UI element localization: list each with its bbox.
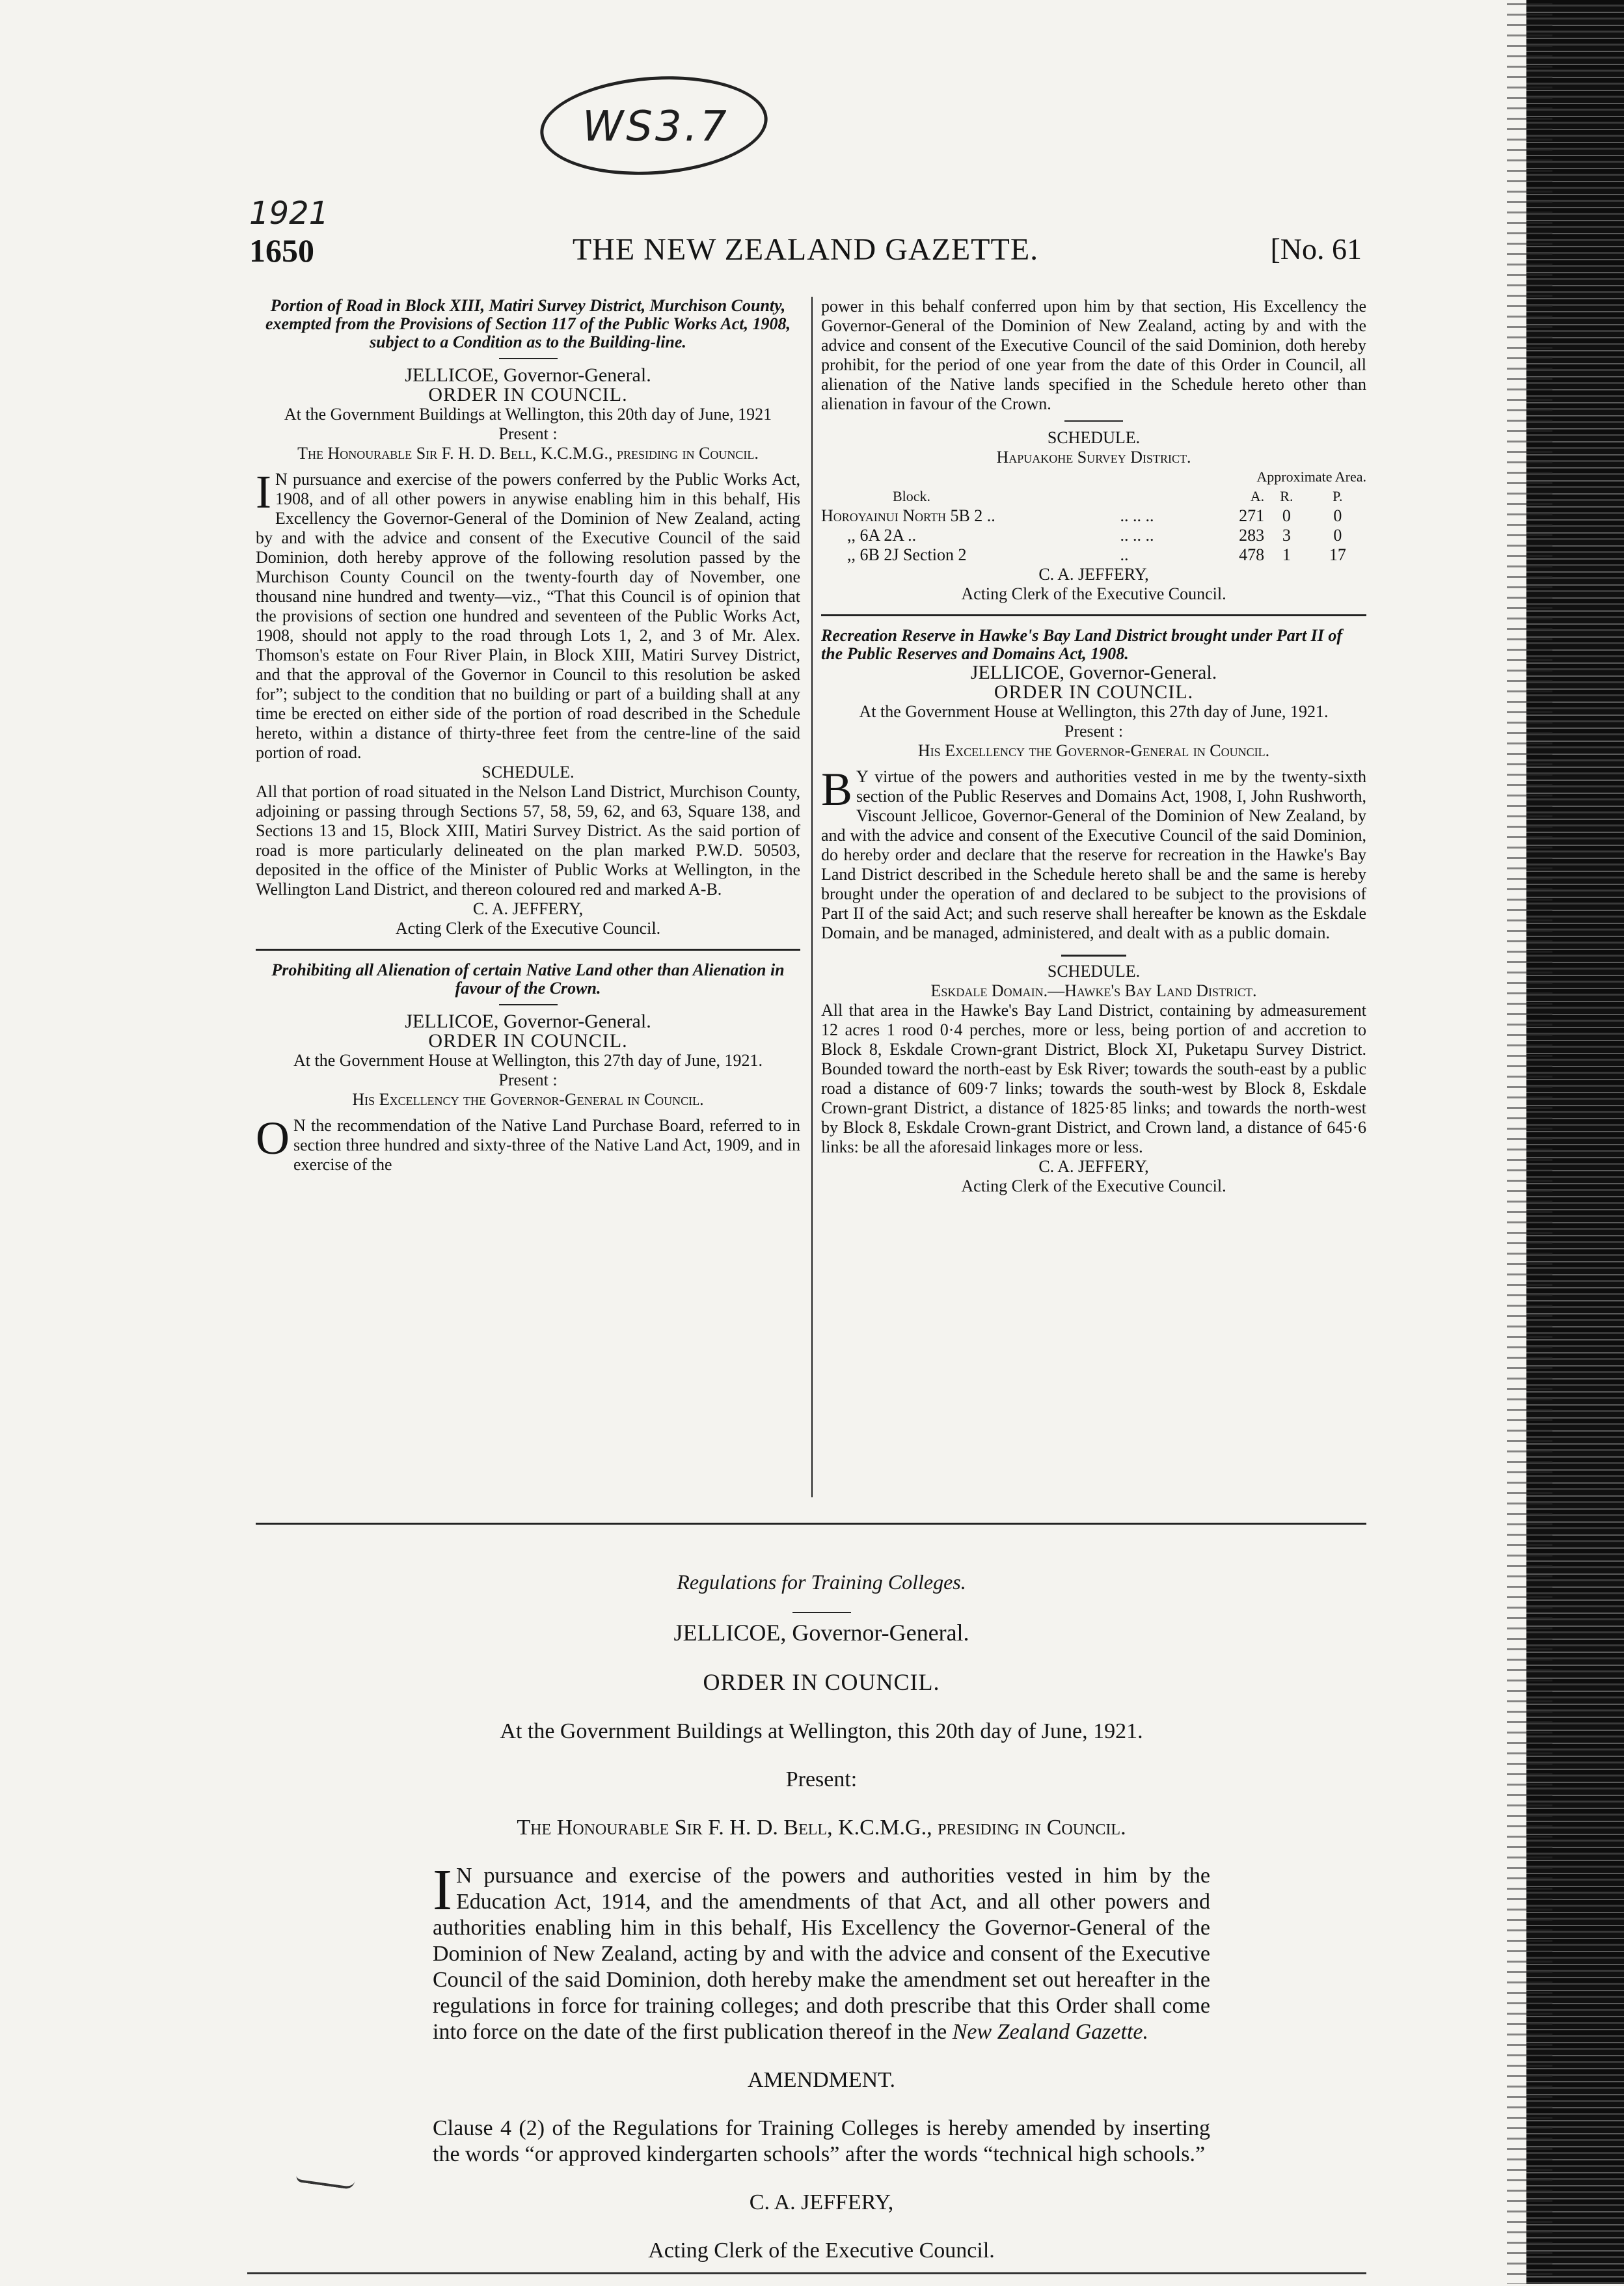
- perches-cell: 0: [1333, 506, 1342, 525]
- amendment-title: AMENDMENT.: [748, 2068, 895, 2092]
- acres-cell: 478: [1239, 545, 1265, 564]
- recreation-reserve-order: [821, 627, 1366, 1196]
- native-land-order: [256, 961, 800, 1175]
- present-label: Present :: [1064, 722, 1124, 741]
- scanned-page-edge-shadow: [1507, 0, 1552, 2284]
- schedule-title: SCHEDULE.: [481, 763, 575, 782]
- table-row: [821, 545, 1366, 565]
- amendment-text: Clause 4 (2) of the Regulations for Training Colleges is hereby amended by inserting the words “or approved kindergarten schools” after the words “technical high schools.”: [433, 2116, 1210, 2166]
- schedule-title: SCHEDULE.: [1047, 428, 1141, 447]
- divider: [1061, 955, 1126, 957]
- bottom-rule: [247, 2272, 1366, 2274]
- handwritten-year: 1921: [249, 195, 329, 232]
- table-header-row: [821, 467, 1366, 487]
- full-width-rule: [256, 1523, 1366, 1525]
- order-body: [821, 763, 1366, 943]
- order-body: [256, 466, 800, 763]
- body-text-italic: New Zealand Gazette.: [952, 2020, 1148, 2044]
- present-label: Present :: [498, 424, 558, 443]
- handwritten-stroke: [295, 2173, 355, 2190]
- section-heading: Recreation Reserve in Hawke's Bay Land District brought under Part II of the Public Reserves and Domains Act, 1908.: [821, 626, 1342, 663]
- section-rule: [256, 949, 800, 951]
- drop-cap: I: [433, 1858, 452, 1922]
- drop-cap: B: [821, 763, 853, 815]
- signature-name: C. A. JEFFERY,: [1038, 565, 1149, 584]
- schedule-text: All that area in the Hawke's Bay Land District, containing by admeasurement 12 acres 1 rood 0·4 perches, more or less, being portion of and accretion to Block 8, Eskdale Crown-grant District, Block XI, Puketapu Survey District. Bounded toward the north-east by Esk River; towards the south-east by a public road a distance of 609·7 links; towards the south-west by Block 8, Eskdale Crown-grant District, a distance of 1825·85 links; and towards the north-west by Block 8, Eskdale Crown-grant District, and Crown land, a distance of 645·6 links: be all the aforesaid linkages more or less.: [821, 1001, 1366, 1156]
- leader-dots: .. .. ..: [1120, 506, 1154, 525]
- governor-line: JELLICOE, Governor-General.: [673, 1620, 969, 1646]
- perches-cell: 17: [1329, 545, 1346, 564]
- present-label: Present:: [785, 1767, 858, 1791]
- native-land-schedule-table: [821, 467, 1366, 565]
- schedule-district: Hapuakohe Survey District.: [996, 448, 1191, 467]
- signature-name: C. A. JEFFERY,: [472, 899, 584, 918]
- drop-cap: I: [256, 466, 271, 518]
- order-body: [433, 1858, 1210, 2045]
- signature-title: Acting Clerk of the Executive Council.: [961, 584, 1226, 603]
- block-cell: Horoyainui North 5B 2 ..: [821, 506, 995, 525]
- roods-header: R.: [1280, 488, 1293, 504]
- perches-cell: 0: [1333, 526, 1342, 545]
- continued-text: power in this behalf conferred upon him by that section, His Excellency the Governor-General of the Dominion of New Zealand, acting by and with the advice and consent of the Executive Council of the said Dominion, doth hereby prohibit, for the period of one year from the date of this Order in Council, all alienation of the Native lands specified in the Schedule hereto other than alienation in favour of the Crown.: [821, 297, 1366, 413]
- governor-line: JELLICOE, Governor-General.: [970, 662, 1217, 683]
- presiding-line: His Excellency the Governor-General in Council.: [917, 741, 1270, 760]
- order-title: ORDER IN COUNCIL.: [703, 1669, 940, 1695]
- drop-cap: O: [256, 1112, 290, 1164]
- area-header: Approximate Area.: [1256, 469, 1366, 485]
- acres-cell: 271: [1239, 506, 1265, 525]
- section-heading: Prohibiting all Alienation of certain Native Land other than Alienation in favour of the Crown.: [271, 960, 785, 998]
- order-body: [256, 1112, 800, 1175]
- signature-title: Acting Clerk of the Executive Council.: [648, 2238, 995, 2263]
- signature-name: C. A. JEFFERY,: [1038, 1157, 1149, 1176]
- block-cell: ,, 6B 2J Section 2: [847, 545, 967, 564]
- place-date: At the Government House at Wellington, this 27th day of June, 1921.: [859, 702, 1329, 721]
- body-text: Y virtue of the powers and authorities vested in me by the twenty-sixth section of the Public Reserves and Domains Act, 1908, I, John Rushworth, Viscount Jellicoe, Governor-General of the Dominion of New Zealand, by and with the advice and consent of the Executive Council of the said Dominion, do hereby order and declare that the reserve for recreation in the Hawke's Bay Land District described in the Schedule hereto shall be and the same is hereby brought under the operation of and declared to be subject to the provisions of Part II of the said Act; and such reserve shall hereafter be known as the Eskdale Domain, and be managed, administered, and dealt with as a public domain.: [821, 767, 1366, 942]
- governor-line: JELLICOE, Governor-General.: [405, 1011, 651, 1032]
- perches-header: P.: [1333, 488, 1343, 504]
- table-row: [821, 526, 1366, 545]
- divider: [499, 358, 558, 359]
- divider: [1064, 420, 1123, 422]
- road-order: [256, 297, 800, 938]
- place-date: At the Government House at Wellington, this 27th day of June, 1921.: [293, 1051, 763, 1070]
- presiding-line: His Excellency the Governor-General in Council.: [352, 1090, 704, 1109]
- place-date: At the Government Buildings at Wellington, this 20th day of June, 1921.: [500, 1719, 1143, 1743]
- roods-cell: 3: [1282, 526, 1291, 545]
- right-column: [821, 297, 1366, 1196]
- leader-dots: ..: [1120, 545, 1129, 564]
- acres-header: A.: [1250, 488, 1265, 504]
- schedule-text: All that portion of road situated in the Nelson Land District, Murchison County, adjoining or passing through Sections 57, 58, 59, 62, and 63, Square 138, and Sections 13 and 15, Block XIII, Matiri Survey District. As the said portion of road is more particularly delineated on the plan marked P.W.D. 50503, deposited in the office of the Minister of Public Works at Wellington, in the Wellington Land District, and thereon coloured red and marked A-B.: [256, 782, 800, 899]
- signature-title: Acting Clerk of the Executive Council.: [961, 1177, 1226, 1195]
- signature-title: Acting Clerk of the Executive Council.: [395, 919, 661, 938]
- section-heading: Regulations for Training Colleges.: [677, 1570, 966, 1594]
- governor-line: JELLICOE, Governor-General.: [405, 364, 651, 386]
- training-colleges-order: [433, 1552, 1210, 2286]
- table-row: [821, 506, 1366, 526]
- acres-cell: 283: [1239, 526, 1265, 545]
- table-header-row: [821, 487, 1366, 506]
- roods-cell: 1: [1282, 545, 1291, 564]
- present-label: Present :: [498, 1070, 558, 1089]
- body-text: N pursuance and exercise of the powers conferred by the Public Works Act, 1908, and of all other powers in anywise enabling him in this behalf, His Excellency the Governor-General of the Dominion of New Zealand, acting by and with the advice and consent of the Executive Council of the said Dominion, doth hereby approve of the following resolution passed by the Murchison County Council on the twenty-fourth day of November, one thousand nine hundred and twenty—viz., “That this Council is of opinion that the provisions of section one hundred and seventeen of the Public Works Act, 1908, should not apply to the road through Lots 1, 2, and 3 of Mr. Alex. Thomson's estate on Four River Plain, in Block XIII, Matiri Survey District, and that the approval of the Governor in Council to this resolution be asked for”; subject to the condition that no building or part of a building shall at any time be erected on either side of the portion of road described in the Schedule hereto, within a distance of thirty-three feet from the centre-line of the said portion of road.: [256, 470, 800, 762]
- issue-number: [No. 61: [1270, 232, 1362, 265]
- handwritten-reference: WS3.7: [582, 103, 729, 151]
- order-title: ORDER IN COUNCIL.: [428, 1030, 628, 1052]
- page-header: [249, 232, 1362, 277]
- divider: [792, 1612, 851, 1613]
- schedule-title: SCHEDULE.: [1047, 962, 1141, 981]
- section-rule: [821, 614, 1366, 616]
- roods-cell: 0: [1282, 506, 1291, 525]
- divider: [499, 1004, 558, 1005]
- schedule-subtitle: Eskdale Domain.—Hawke's Bay Land District.: [930, 981, 1257, 1000]
- left-column: [256, 297, 800, 1175]
- order-title: ORDER IN COUNCIL.: [428, 384, 628, 405]
- presiding-line: The Honourable Sir F. H. D. Bell, K.C.M.G., presiding in Council.: [297, 444, 759, 463]
- place-date: At the Government Buildings at Wellington, this 20th day of June, 1921: [284, 405, 772, 424]
- column-divider: [811, 297, 813, 1497]
- page-number: 1650: [249, 232, 314, 269]
- body-text: N pursuance and exercise of the powers and authorities vested in him by the Education Act, 1914, and the amendments of that Act, and all other powers and authorities enabling him in this behalf, His Excellency the Governor-General of the Dominion of New Zealand, acting by and with the advice and consent of the Executive Council of the said Dominion, doth hereby make the amendment set out hereafter in the regulations in force for training colleges; and doth prescribe that this Order shall come into force on the date of the first publication thereof in the: [433, 1864, 1210, 2044]
- section-heading: Portion of Road in Block XIII, Matiri Survey District, Murchison County, exempted from the Provisions of Section 117 of the Public Works Act, 1908, subject to a Condition as to the Building-line.: [265, 296, 791, 351]
- gazette-title: THE NEW ZEALAND GAZETTE.: [572, 232, 1039, 267]
- order-title: ORDER IN COUNCIL.: [994, 681, 1194, 703]
- block-header: Block.: [893, 488, 931, 504]
- signature-name: C. A. JEFFERY,: [749, 2190, 894, 2214]
- presiding-line: The Honourable Sir F. H. D. Bell, K.C.M.G., presiding in Council.: [517, 1816, 1126, 1840]
- block-cell: ,, 6A 2A ..: [847, 526, 917, 545]
- leader-dots: .. .. ..: [1120, 526, 1154, 545]
- body-text: N the recommendation of the Native Land Purchase Board, referred to in section three hundred and sixty-three of the Native Land Act, 1909, and in exercise of the: [293, 1116, 800, 1174]
